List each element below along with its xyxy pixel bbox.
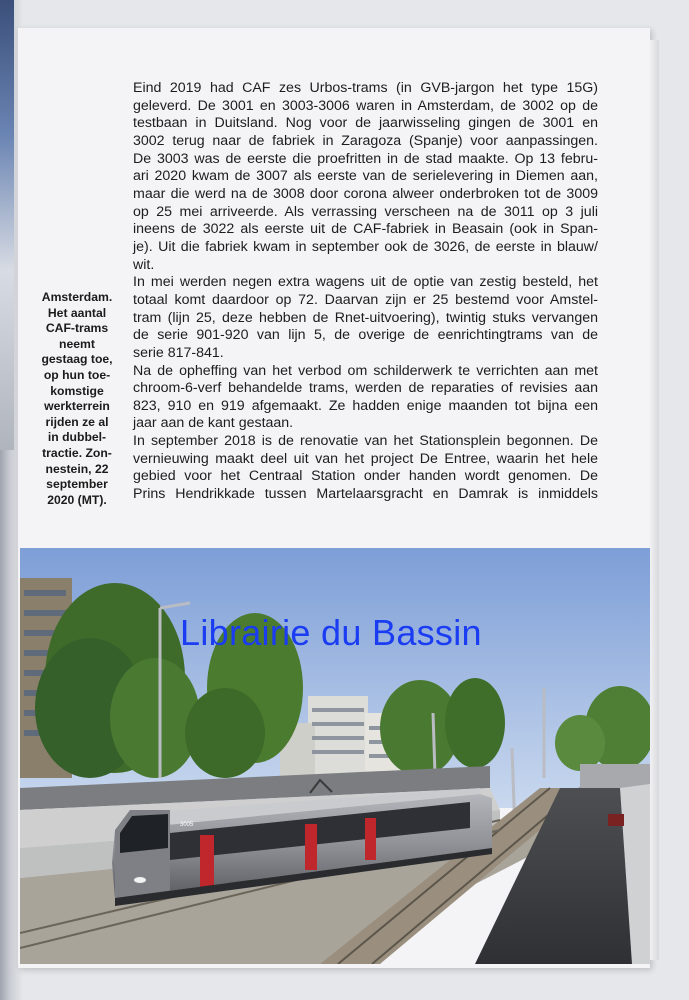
tram-photo xyxy=(20,548,650,964)
tram-photo-illustration xyxy=(20,548,650,964)
photo-caption xyxy=(38,290,116,508)
body-text-line: De 3003 was de eerste die proefritten in de stad maakte. Op 13 febru- xyxy=(133,150,598,167)
caption-line: CAF-trams xyxy=(45,321,109,336)
tram-number: 3005 xyxy=(180,822,194,828)
body-text-line: vernieuwing maakt deel uit van het project De Entree, waarin het hele xyxy=(133,450,598,467)
caption-line: in dubbel- xyxy=(47,430,107,445)
body-text-line: totaal komt daardoor op 72. Daarvan zijn er 25 bestemd voor Amstel- xyxy=(133,291,598,308)
caption-line: neemt xyxy=(59,336,95,351)
caption-line: rijden ze al xyxy=(45,414,109,429)
body-text-line: gebied voor het Centraal Station onder handen wordt genomen. De xyxy=(133,468,598,485)
body-text-line: wit. xyxy=(133,256,155,273)
body-text-line: Eind 2019 had CAF zes Urbos-trams (in GVB-jargon het type 15G) xyxy=(133,80,598,96)
body-text-line: ineens de 3022 als eerste uit de CAF-fabriek in Beasain (ook in Span- xyxy=(133,221,598,238)
body-text-line: 3002 terug naar de fabriek in Zaragoza (Spanje) voor aanpassingen. xyxy=(133,132,598,149)
caption-line: Amsterdam. xyxy=(41,290,113,304)
body-text-line: In september 2018 is de renovatie van het Stationsplein begonnen. De xyxy=(133,433,598,450)
body-text-line: geleverd. De 3001 en 3003-3006 waren in Amsterdam, de 3002 op de xyxy=(133,97,598,114)
body-text-line: op 25 mei arriveerde. Als verrassing verscheen na de 3011 op 3 juli xyxy=(133,203,598,220)
caption-line: september xyxy=(46,477,108,492)
caption-line: komstige xyxy=(50,383,104,398)
body-text-line: Na de opheffing van het verbod om schilderwerk te verrichten aan met xyxy=(133,362,598,379)
caption-line: werkterrein xyxy=(44,399,110,414)
facing-page-edge xyxy=(0,0,14,450)
body-text-line: jaar aan de kant gestaan. xyxy=(133,415,294,432)
caption-line: gestaag toe, xyxy=(41,352,113,367)
caption-line: op hun toe- xyxy=(43,367,111,382)
body-text-line: tram (lijn 25, deze hebben de Rnet-uitvoering), twintig stuks vervangen xyxy=(133,309,598,326)
body-text-line: In mei werden negen extra wagens uit de optie van zestig besteld, het xyxy=(133,274,598,291)
body-text-line: Prins Hendrikkade tussen Martelaarsgracht en Damrak is inmiddels xyxy=(133,486,598,503)
page-curl-shadow xyxy=(649,40,659,960)
article-body-text xyxy=(133,80,598,504)
caption-line: tractie. Zon- xyxy=(42,445,112,460)
caption-line: nestein, 22 xyxy=(45,461,109,476)
caption-line: Het aantal xyxy=(47,305,107,320)
body-text-line: serie 817-841. xyxy=(133,344,224,361)
body-text-line: de serie 901-920 van lijn 5, de overige de eenrichtingtrams van de xyxy=(133,327,598,344)
watermark-text: Librairie du Bassin xyxy=(180,612,482,653)
body-text-line: testbaan in Duitsland. Nog voor de jaarwisseling gingen de 3001 en xyxy=(133,115,598,132)
body-text-line: 823, 910 en 919 afgemaakt. Ze hadden enige maanden tot bijna een xyxy=(133,397,598,414)
body-text-line: maar die werd na de 3008 door corona alweer onderbroken tot de 3009 xyxy=(133,185,598,202)
caption-line: 2020 (MT). xyxy=(47,492,107,507)
body-text-line: je). Uit die fabriek kwam in september ook de 3026, de eerste in blauw/ xyxy=(133,238,598,255)
body-text-line: ari 2020 kwam de 3007 als eerste van de serielevering in Diemen aan, xyxy=(133,168,598,185)
body-text-line: chroom-6-verf behandelde trams, werden de reparaties of revisies aan xyxy=(133,380,598,397)
